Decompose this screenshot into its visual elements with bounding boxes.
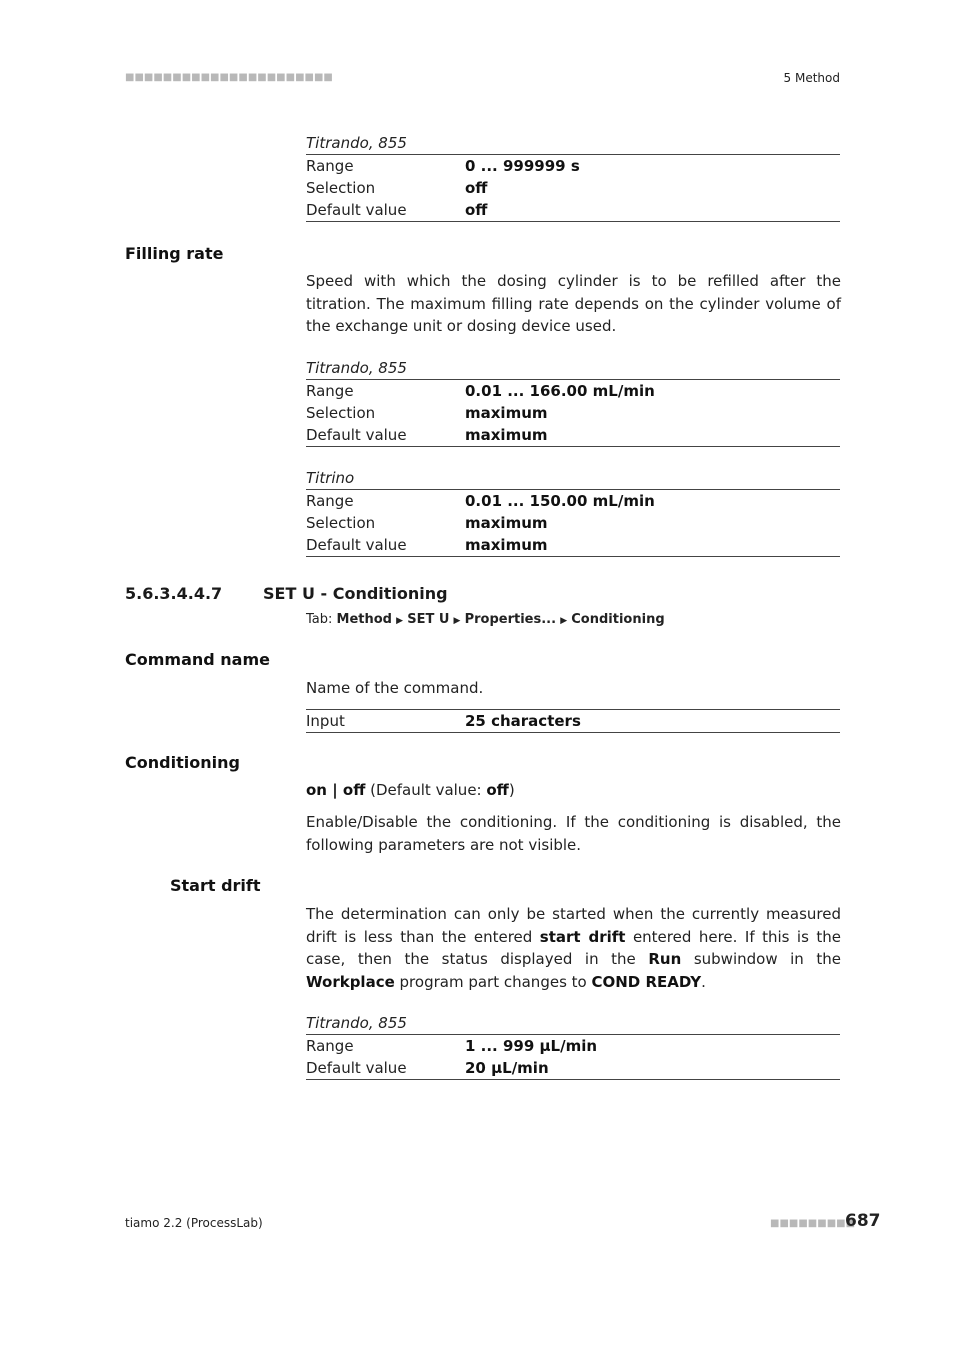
row-key: Range	[306, 1037, 354, 1055]
start-drift-description	[306, 903, 841, 993]
arrow-icon: ▶	[453, 616, 461, 626]
row-key: Input	[306, 712, 345, 730]
row-key: Default value	[306, 426, 407, 444]
section-title: SET U - Conditioning	[263, 584, 448, 603]
table-row	[306, 199, 840, 221]
table-caption: Titrando, 855	[306, 132, 840, 155]
row-key: Selection	[306, 179, 376, 197]
tab-prefix: Tab:	[306, 612, 337, 627]
footer-decoration: ■■■■■■■■■	[770, 1218, 856, 1229]
table-rule	[306, 556, 840, 557]
row-key: Range	[306, 382, 354, 400]
row-value: maximum	[465, 404, 548, 422]
text-run: program part changes to	[394, 972, 592, 991]
bold-term: start drift	[539, 927, 626, 946]
table-row	[306, 402, 840, 424]
footer-product: tiamo 2.2 (ProcessLab)	[125, 1216, 263, 1230]
row-key: Default value	[306, 201, 407, 219]
header-decoration: ■■■■■■■■■■■■■■■■■■■■■■	[125, 72, 333, 83]
table-row	[306, 490, 840, 512]
table-rule	[306, 446, 840, 447]
row-key: Default value	[306, 1059, 407, 1077]
text-run: .	[701, 972, 706, 991]
table-caption: Titrino	[306, 467, 840, 490]
default-prefix: (Default value:	[365, 781, 487, 799]
row-value: maximum	[465, 514, 548, 532]
table-row	[306, 710, 840, 732]
table-row	[306, 534, 840, 556]
arrow-icon: ▶	[396, 616, 404, 626]
section-number: 5.6.3.4.4.7	[125, 584, 223, 603]
table-row	[306, 1057, 840, 1079]
bold-term: Run	[648, 950, 682, 968]
row-key: Default value	[306, 536, 407, 554]
row-value: 1 ... 999 µL/min	[465, 1037, 598, 1055]
row-key: Range	[306, 492, 354, 510]
breadcrumb-item: Conditioning	[571, 612, 665, 627]
arrow-icon: ▶	[560, 616, 568, 626]
row-key: Selection	[306, 404, 376, 422]
table-row	[306, 424, 840, 446]
table-row	[306, 177, 840, 199]
row-key: Selection	[306, 514, 376, 532]
row-value: maximum	[465, 536, 548, 554]
row-value: off	[465, 201, 488, 219]
bold-term: Workplace	[306, 972, 395, 991]
table-rule	[306, 732, 840, 733]
filling-rate-table-titrino	[306, 467, 840, 557]
page-number: 687	[845, 1211, 881, 1231]
breadcrumb-item: Properties...	[464, 612, 557, 627]
text-run: subwindow in the	[681, 950, 841, 968]
row-key: Range	[306, 157, 354, 175]
table-rule	[306, 221, 840, 222]
filling-rate-description: Speed with which the dosing cylinder is to be refilled after the titration. The maximum filling rate depends on the cylinder volume of the exchange unit or dosing device used.	[306, 272, 841, 335]
text-run: The determination can only be started when the currently measured drift is less than the entered	[306, 905, 841, 946]
chapter-title: 5 Method	[783, 71, 840, 85]
row-value: 0 ... 999999 s	[465, 157, 580, 175]
conditioning-options	[306, 779, 841, 802]
row-value: 0.01 ... 166.00 mL/min	[465, 382, 655, 400]
default-suffix: )	[508, 781, 515, 799]
table-caption: Titrando, 855	[306, 357, 840, 380]
breadcrumb-item: SET U	[407, 612, 450, 627]
row-value: 0.01 ... 150.00 mL/min	[465, 492, 655, 510]
breadcrumb-item: Method	[336, 612, 392, 627]
row-value: maximum	[465, 426, 548, 444]
command-name-table	[306, 709, 840, 733]
row-value: 25 characters	[465, 712, 581, 730]
param-table-titrando	[306, 132, 840, 222]
filling-rate-table-titrando	[306, 357, 840, 447]
table-rule	[306, 1079, 840, 1080]
filling-rate-label: Filling rate	[125, 244, 224, 263]
option-values: on | off	[306, 781, 366, 799]
table-caption: Titrando, 855	[306, 1012, 840, 1035]
row-value: 20 µL/min	[465, 1059, 549, 1077]
table-row	[306, 155, 840, 177]
table-row	[306, 380, 840, 402]
command-name-description: Name of the command.	[306, 679, 484, 697]
table-row	[306, 512, 840, 534]
start-drift-label: Start drift	[170, 876, 261, 895]
text-run: entered here. If this is the case, then the status displayed in the	[306, 927, 842, 968]
row-value: off	[465, 179, 488, 197]
start-drift-table	[306, 1012, 840, 1080]
default-value: off	[486, 781, 509, 799]
command-name-label: Command name	[125, 650, 270, 669]
conditioning-label: Conditioning	[125, 753, 240, 772]
table-row	[306, 1035, 840, 1057]
bold-term: COND READY	[591, 972, 702, 991]
tab-breadcrumb	[306, 612, 665, 627]
conditioning-description: Enable/Disable the conditioning. If the conditioning is disabled, the following parameters are not visible.	[306, 813, 841, 854]
